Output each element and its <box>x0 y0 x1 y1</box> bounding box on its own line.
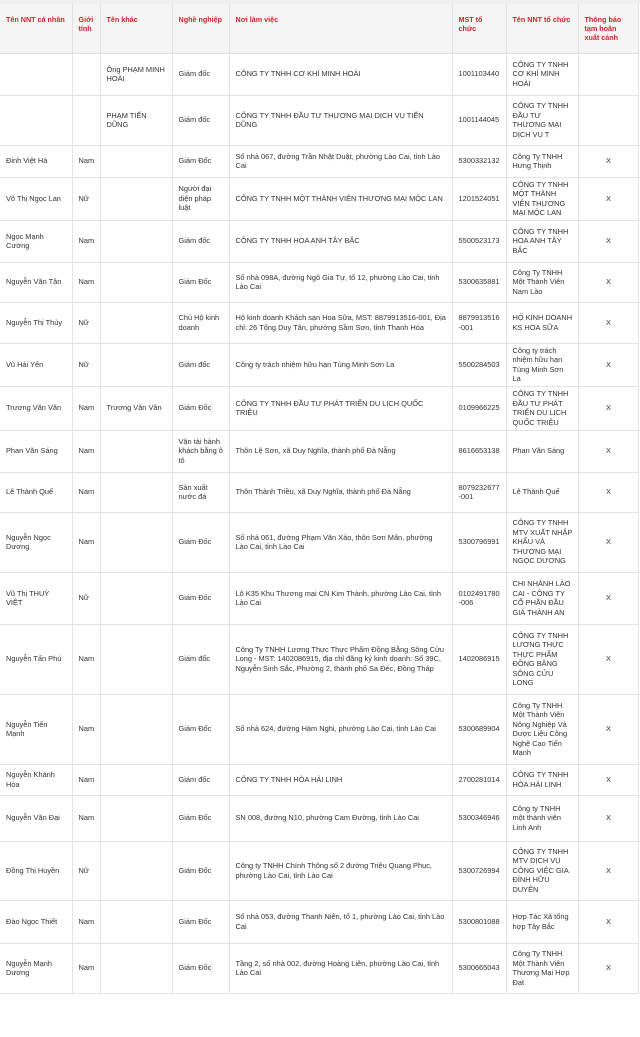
header-org-tax-id: MST tổ chức <box>452 4 506 53</box>
cell-gender: Nam <box>72 943 100 993</box>
cell-workplace: Tầng 2, số nhà 002, đường Hoàng Liên, phường Lào Cai, tỉnh Lào Cai <box>229 943 452 993</box>
cell-gender: Nam <box>72 145 100 177</box>
cell-other-name <box>100 472 172 512</box>
cell-exit-ban-notice: X <box>578 145 638 177</box>
cell-workplace: CÔNG TY TNHH ĐẦU TƯ THƯƠNG MẠI DỊCH VỤ TIẾN DŨNG <box>229 95 452 145</box>
cell-org-tax-id: 8879913516-001 <box>452 302 506 343</box>
cell-occupation: Giám Đốc <box>172 900 229 943</box>
cell-individual-name: Nguyễn Ngọc Dương <box>0 512 72 572</box>
cell-individual-name: Võ Thị Ngọc Lan <box>0 177 72 220</box>
cell-gender: Nam <box>72 430 100 472</box>
cell-exit-ban-notice: X <box>578 764 638 795</box>
cell-org-tax-id: 5300665043 <box>452 943 506 993</box>
cell-other-name <box>100 694 172 764</box>
cell-exit-ban-notice: X <box>578 694 638 764</box>
cell-other-name <box>100 177 172 220</box>
table-row <box>0 177 638 220</box>
cell-workplace: Công ty TNHH Chính Thông số 2 đường Triệu Quang Phục, phường Lào Cai, tỉnh Lào Cai <box>229 841 452 900</box>
cell-other-name <box>100 512 172 572</box>
cell-workplace: Số nhà 624, đường Hàm Nghi, phường Lào Cai, tỉnh Lào Cai <box>229 694 452 764</box>
cell-other-name <box>100 764 172 795</box>
cell-exit-ban-notice: X <box>578 472 638 512</box>
table-row <box>0 343 638 386</box>
table-header-row <box>0 4 638 53</box>
cell-occupation: Giám đốc <box>172 220 229 262</box>
cell-org-tax-id: 1001103440 <box>452 53 506 95</box>
cell-other-name <box>100 220 172 262</box>
cell-other-name <box>100 841 172 900</box>
cell-exit-ban-notice: X <box>578 841 638 900</box>
cell-org-name: Công Ty TNHH Hưng Thịnh <box>506 145 578 177</box>
cell-other-name <box>100 430 172 472</box>
header-occupation: Nghề nghiệp <box>172 4 229 53</box>
cell-gender: Nữ <box>72 572 100 624</box>
cell-org-tax-id: 5300332132 <box>452 145 506 177</box>
cell-org-name: CÔNG TY TNHH MỘT THÀNH VIÊN THƯƠNG MẠI MỘC LAN <box>506 177 578 220</box>
cell-other-name <box>100 302 172 343</box>
cell-org-name: Công Ty TNHH Một Thành Viên Nông Nghiệp Và Dược Liệu Công Nghệ Cao Tiến Mạnh <box>506 694 578 764</box>
cell-org-name: CÔNG TY TNHH HÒA HẢI LINH <box>506 764 578 795</box>
cell-org-tax-id: 8079232677-001 <box>452 472 506 512</box>
cell-occupation: Giám đốc <box>172 343 229 386</box>
cell-org-tax-id: 5500523173 <box>452 220 506 262</box>
cell-occupation: Giám Đốc <box>172 841 229 900</box>
cell-occupation: Giám đốc <box>172 95 229 145</box>
cell-org-name: Hợp Tác Xã tổng hợp Tây Bắc <box>506 900 578 943</box>
cell-workplace: CÔNG TY TNHH MỘT THÀNH VIÊN THƯƠNG MẠI MỘC LAN <box>229 177 452 220</box>
cell-exit-ban-notice: X <box>578 572 638 624</box>
header-org-name: Tên NNT tổ chức <box>506 4 578 53</box>
cell-occupation: Giám đốc <box>172 53 229 95</box>
cell-org-tax-id: 1201524051 <box>452 177 506 220</box>
cell-workplace: Công Ty TNHH Lương Thực Thực Phẩm Đồng Bằng Sông Cửu Long - MST: 1402086915, địa chỉ đăng ký kinh doanh: Số 39C, Nguyễn Sinh Sắc, Phường 2, thành phố Sa Đéc, Đồng Tháp <box>229 624 452 694</box>
table-row <box>0 795 638 841</box>
cell-individual-name: Nguyễn Mạnh Dương <box>0 943 72 993</box>
cell-workplace: Thôn Lệ Sơn, xã Duy Nghĩa, thành phố Đà Nẵng <box>229 430 452 472</box>
cell-gender: Nam <box>72 795 100 841</box>
cell-org-tax-id: 5300635881 <box>452 262 506 302</box>
cell-exit-ban-notice: X <box>578 795 638 841</box>
cell-other-name: Trương Văn Vân <box>100 386 172 430</box>
cell-org-tax-id: 5300346946 <box>452 795 506 841</box>
table-row <box>0 220 638 262</box>
cell-gender <box>72 53 100 95</box>
cell-occupation: Giám đốc <box>172 764 229 795</box>
cell-org-tax-id: 0102491780-006 <box>452 572 506 624</box>
cell-other-name <box>100 343 172 386</box>
cell-gender: Nữ <box>72 841 100 900</box>
cell-org-name: CÔNG TY TNHH ĐẦU TƯ PHÁT TRIỂN DU LỊCH QUỐC TRIỆU <box>506 386 578 430</box>
cell-workplace: Thôn Thành Triều, xã Duy Nghĩa, thành phố Đà Nẵng <box>229 472 452 512</box>
cell-other-name <box>100 900 172 943</box>
cell-org-name: Công Ty TNHH Một Thành Viên Thương Mại Hợp Đạt <box>506 943 578 993</box>
cell-occupation: Giám đốc <box>172 624 229 694</box>
table-row <box>0 95 638 145</box>
cell-occupation: Vận tải hành khách bằng ô tô <box>172 430 229 472</box>
cell-occupation: Giám Đốc <box>172 694 229 764</box>
cell-individual-name: Đào Ngọc Thiết <box>0 900 72 943</box>
cell-individual-name: Nguyễn Tiến Mạnh <box>0 694 72 764</box>
cell-gender: Nữ <box>72 343 100 386</box>
cell-workplace: Lô K35 Khu Thương mại CN Kim Thành, phường Lào Cai, tỉnh Lào Cai <box>229 572 452 624</box>
cell-occupation: Giám Đốc <box>172 512 229 572</box>
cell-org-tax-id: 1001144045 <box>452 95 506 145</box>
cell-individual-name: Nguyễn Khánh Hòa <box>0 764 72 795</box>
cell-exit-ban-notice <box>578 53 638 95</box>
cell-workplace: CÔNG TY TNHH CƠ KHÍ MINH HOÀI <box>229 53 452 95</box>
cell-other-name <box>100 943 172 993</box>
cell-org-tax-id: 5300801088 <box>452 900 506 943</box>
cell-org-tax-id: 5300726994 <box>452 841 506 900</box>
cell-org-name: CÔNG TY TNHH MTV XUẤT NHẬP KHẨU VÀ THƯƠNG MẠI NGỌC DƯƠNG <box>506 512 578 572</box>
cell-workplace: CÔNG TY TNHH ĐẦU TƯ PHÁT TRIỂN DU LỊCH QUỐC TRIỆU <box>229 386 452 430</box>
cell-gender: Nam <box>72 262 100 302</box>
cell-exit-ban-notice: X <box>578 512 638 572</box>
cell-gender: Nam <box>72 694 100 764</box>
cell-org-tax-id: 8616653138 <box>452 430 506 472</box>
cell-org-tax-id: 0109966225 <box>452 386 506 430</box>
cell-workplace: SN 008, đường N10, phường Cam Đường, tỉnh Lào Cai <box>229 795 452 841</box>
cell-exit-ban-notice: X <box>578 343 638 386</box>
cell-individual-name <box>0 95 72 145</box>
cell-other-name <box>100 795 172 841</box>
header-individual-name: Tên NNT cá nhân <box>0 4 72 53</box>
table-row <box>0 302 638 343</box>
cell-individual-name: Đinh Việt Hà <box>0 145 72 177</box>
cell-exit-ban-notice: X <box>578 900 638 943</box>
cell-occupation: Giám Đốc <box>172 262 229 302</box>
cell-org-tax-id: 1402086915 <box>452 624 506 694</box>
table-row <box>0 943 638 993</box>
cell-individual-name: Lê Thành Quế <box>0 472 72 512</box>
header-exit-ban-notice: Thông báo tạm hoãn xuất cảnh <box>578 4 638 53</box>
cell-occupation: Giám Đốc <box>172 795 229 841</box>
cell-workplace: CÔNG TY TNHH HOA ANH TÂY BẮC <box>229 220 452 262</box>
table-row <box>0 53 638 95</box>
cell-occupation: Giám Đốc <box>172 386 229 430</box>
cell-gender <box>72 95 100 145</box>
cell-other-name: PHẠM TIẾN DŨNG <box>100 95 172 145</box>
cell-exit-ban-notice: X <box>578 943 638 993</box>
cell-gender: Nam <box>72 764 100 795</box>
cell-individual-name: Nguyễn Văn Đại <box>0 795 72 841</box>
cell-individual-name: Phan Văn Sáng <box>0 430 72 472</box>
cell-individual-name <box>0 53 72 95</box>
cell-org-name: Công ty TNHH một thành viên Linh Anh <box>506 795 578 841</box>
cell-org-name: Phan Văn Sáng <box>506 430 578 472</box>
cell-gender: Nam <box>72 386 100 430</box>
cell-gender: Nam <box>72 220 100 262</box>
cell-org-name: Lê Thành Quế <box>506 472 578 512</box>
taxpayer-table <box>0 4 639 994</box>
table-row <box>0 694 638 764</box>
cell-occupation: Giám Đốc <box>172 943 229 993</box>
cell-individual-name: Trương Văn Vân <box>0 386 72 430</box>
cell-exit-ban-notice: X <box>578 302 638 343</box>
cell-occupation: Giám Đốc <box>172 572 229 624</box>
table-row <box>0 430 638 472</box>
table-row <box>0 145 638 177</box>
cell-other-name <box>100 145 172 177</box>
cell-org-name: Công ty trách nhiệm hữu hạn Tùng Minh Sơn La <box>506 343 578 386</box>
table-row <box>0 900 638 943</box>
cell-occupation: Sản xuất nước đá <box>172 472 229 512</box>
cell-org-name: CÔNG TY TNHH HOA ANH TÂY BẮC <box>506 220 578 262</box>
cell-individual-name: Vũ Hải Yến <box>0 343 72 386</box>
cell-workplace: Công ty trách nhiệm hữu hạn Tùng Minh Sơn La <box>229 343 452 386</box>
table-body <box>0 53 638 993</box>
cell-other-name <box>100 262 172 302</box>
table-row <box>0 262 638 302</box>
cell-gender: Nữ <box>72 177 100 220</box>
cell-org-tax-id: 5300796991 <box>452 512 506 572</box>
cell-org-name: CÔNG TY TNHH CƠ KHÍ MINH HOÀI <box>506 53 578 95</box>
cell-individual-name: Nguyễn Văn Tân <box>0 262 72 302</box>
cell-org-name: CHI NHÁNH LÀO CAI - CÔNG TY CỔ PHẦN ĐẦU GIÁ THÀNH AN <box>506 572 578 624</box>
cell-exit-ban-notice: X <box>578 220 638 262</box>
cell-other-name: Ông PHẠM MINH HOÀI <box>100 53 172 95</box>
cell-org-name: HỘ KINH DOANH KS HOA SỮA <box>506 302 578 343</box>
cell-occupation: Chủ Hộ kinh doanh <box>172 302 229 343</box>
cell-org-tax-id: 5500284503 <box>452 343 506 386</box>
cell-exit-ban-notice: X <box>578 262 638 302</box>
cell-gender: Nữ <box>72 302 100 343</box>
cell-workplace: Hộ kinh doanh Khách sạn Hoa Sữa, MST: 8879913516-001, Địa chỉ: 26 Tống Duy Tân, phường Sầm Sơn, tỉnh Thanh Hóa <box>229 302 452 343</box>
cell-exit-ban-notice: X <box>578 386 638 430</box>
cell-workplace: Số nhà 053, đường Thanh Niên, tổ 1, phường Lào Cai, tỉnh Lào Cai <box>229 900 452 943</box>
cell-org-name: Công Ty TNHH Một Thành Viên Nam Lào <box>506 262 578 302</box>
cell-exit-ban-notice: X <box>578 430 638 472</box>
cell-gender: Nam <box>72 900 100 943</box>
cell-exit-ban-notice <box>578 95 638 145</box>
cell-org-name: CÔNG TY TNHH ĐẦU TƯ THƯƠNG MẠI DỊCH VỤ T <box>506 95 578 145</box>
cell-org-tax-id: 2700281014 <box>452 764 506 795</box>
cell-other-name <box>100 572 172 624</box>
cell-org-name: CÔNG TY TNHH LƯƠNG THỰC THỰC PHẨM ĐỒNG BẰNG SÔNG CỬU LONG <box>506 624 578 694</box>
cell-gender: Nam <box>72 512 100 572</box>
cell-individual-name: Nguyễn Tấn Phú <box>0 624 72 694</box>
header-other-name: Tên khác <box>100 4 172 53</box>
table-row <box>0 764 638 795</box>
cell-workplace: CÔNG TY TNHH HÒA HẢI LINH <box>229 764 452 795</box>
cell-other-name <box>100 624 172 694</box>
header-gender: Giới tính <box>72 4 100 53</box>
cell-individual-name: Ngọc Mạnh Cường <box>0 220 72 262</box>
cell-workplace: Số nhà 061, đường Phạm Văn Xảo, thôn Sơn Mãn, phường Lào Cai, tỉnh Lào Cai <box>229 512 452 572</box>
cell-occupation: Giám Đốc <box>172 145 229 177</box>
cell-org-tax-id: 5300689904 <box>452 694 506 764</box>
cell-gender: Nam <box>72 472 100 512</box>
cell-workplace: Số nhà 098A, đường Ngô Gia Tự, tổ 12, phường Lào Cai, tỉnh Lào Cai <box>229 262 452 302</box>
table-row <box>0 472 638 512</box>
table-row <box>0 624 638 694</box>
cell-occupation: Người đại diện pháp luật <box>172 177 229 220</box>
cell-workplace: Số nhà 067, đường Trần Nhật Duật, phường Lào Cai, tỉnh Lào Cai <box>229 145 452 177</box>
table-row <box>0 841 638 900</box>
header-workplace: Nơi làm việc <box>229 4 452 53</box>
cell-individual-name: Nguyễn Thị Thủy <box>0 302 72 343</box>
cell-individual-name: Vũ Thị THUỲ VIỆT <box>0 572 72 624</box>
cell-org-name: CÔNG TY TNHH MTV DỊCH VỤ CÔNG VIỆC GIA ĐÌNH HỮU DUYÊN <box>506 841 578 900</box>
table-row <box>0 512 638 572</box>
cell-exit-ban-notice: X <box>578 624 638 694</box>
table-row <box>0 386 638 430</box>
cell-individual-name: Đồng Thị Huyền <box>0 841 72 900</box>
table-row <box>0 572 638 624</box>
cell-exit-ban-notice: X <box>578 177 638 220</box>
cell-gender: Nam <box>72 624 100 694</box>
